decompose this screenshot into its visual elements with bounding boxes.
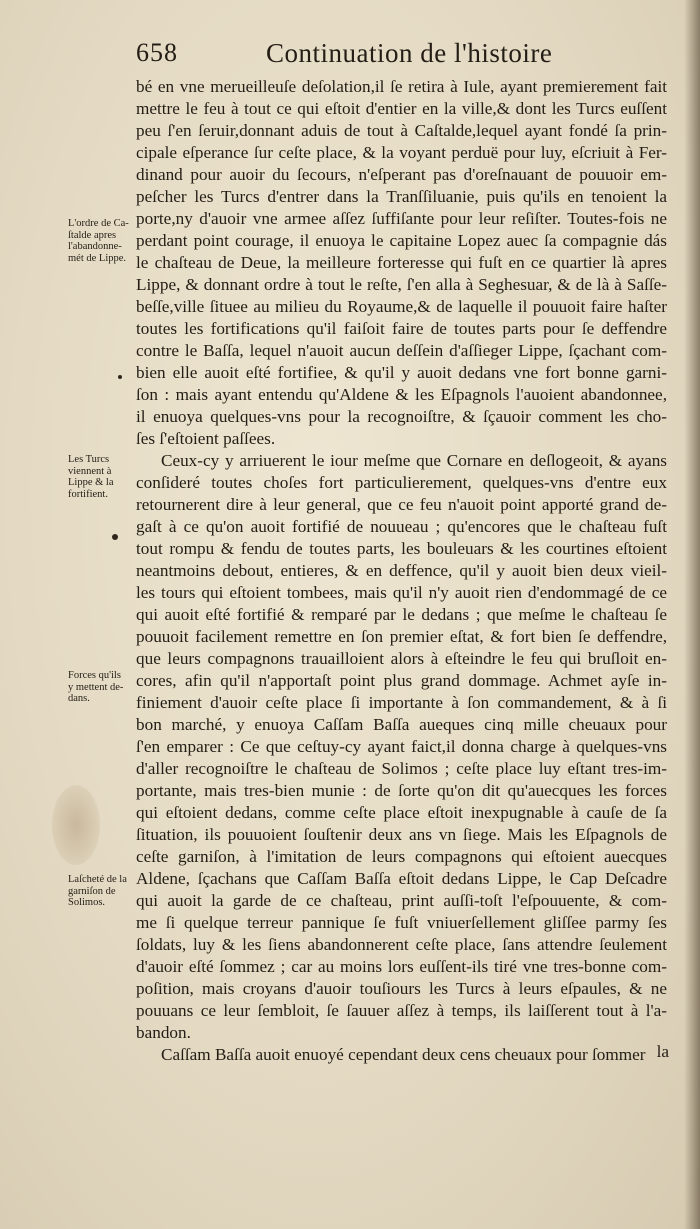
text-line: d'aller recognoiſtre le chaſteau de Solimos ; ceſte place luy eſtant tres-im-	[136, 759, 667, 778]
text-line: ſituation, ils pouuoient ſouſtenir deux ans vn ſiege. Mais les Eſpagnols de	[136, 825, 667, 844]
text-line: pouuoit facilement remettre en ſon premier eſtat, & fort bien ſe deffendre,	[136, 627, 667, 646]
text-line: Caſſam Baſſa auoit enuoyé cependant deux cens cheuaux pour ſommer	[161, 1045, 646, 1064]
page-number: 658	[136, 38, 178, 67]
text-line: les tours qui eſtoient tombees, mais qu'il n'y auoit rien d'endommagé de ce	[136, 583, 667, 602]
margin-note-line: Forces qu'ils	[68, 670, 121, 681]
text-line: cores, afin qu'il n'apportaſt point plus grand dommage. Achmet ayſe in-	[136, 671, 667, 690]
text-line: toutes les fortifications qu'il faiſoit faire de toutes parts pour ſe deffendre	[136, 319, 667, 338]
text-line: poſition, mais croyans d'auoir touſiours les Turcs à leurs eſpaules, & ne	[136, 979, 667, 998]
text-line: portante, mais tres-bien munie : de ſorte qu'on dit qu'auecques les forces	[136, 781, 667, 800]
margin-note	[68, 218, 138, 264]
text-line: ſoldats, luy & les ſiens abandonnerent ceſte place, ſans attendre ſeulement	[136, 935, 667, 954]
margin-note	[68, 454, 138, 500]
margin-note-line: fortifient.	[68, 488, 108, 500]
text-line: qui auoit la garde de ce chaſteau, print auſſi-toſt l'eſpouuente, & com-	[136, 891, 667, 910]
margin-note-line: Laſcheté de la	[68, 874, 127, 885]
text-line: ſon : mais ayant entendu qu'Aldene & les Eſpagnols l'auoient abandonnee,	[136, 385, 667, 404]
margin-note-line: mét de Lippe.	[68, 252, 127, 264]
text-line: mettre le feu à tout ce qui eſtoit d'entier en la ville,& dont les Turcs euſſent	[136, 99, 667, 118]
margin-note-line: y mettent de-	[68, 681, 124, 693]
text-line: qui auoit eſté fortifié & remparé par le dedans ; que meſme le chaſteau ſe	[136, 605, 667, 624]
text-line: conſideré toutes choſes fort particulierement, quelques-vns d'entre eux	[136, 473, 667, 492]
text-line: peſcher les Turcs d'entrer dans la Tranſſiluanie, puis qu'ils en tenoient la	[136, 187, 667, 206]
text-line: tout rompu & fendu de toutes parts, les bouleuars & les courtines eſtoient	[136, 539, 667, 558]
text-line: contre le Baſſa, lequel n'auoit aucun deſſein d'aſſieger Lippe, ſçachant com-	[136, 341, 667, 360]
ink-speck	[118, 375, 122, 379]
text-line: ceſte garniſon, à l'imitation de leurs compagnons qui eſtoient auecques	[136, 847, 667, 866]
text-line: Ceux-cy y arriuerent le iour meſme que Cornare en deſlogeoit, & ayans	[161, 451, 667, 470]
running-title: Continuation de l'histoire	[266, 38, 553, 68]
text-line: ſ'en emparer : Ce que ceſtuy-cy ayant faict,il donna charge à quelques-vns	[136, 737, 667, 756]
text-line: cipale eſperance ſur ceſte place, & la voyant perduë pour luy, eſcriuit à Fer-	[136, 143, 667, 162]
margin-note-line: l'abandonne-	[68, 241, 122, 252]
text-line: le chaſteau de Deue, la meilleure forteresse qui fuſt en ce quartier là apres	[136, 253, 667, 272]
text-line: finiement d'auoir ceſte place ſi importante à ſon commandement, & à ſi	[136, 693, 667, 712]
text-line: que leurs compagnons trauailloient alors à eſteindre le feu qui bruſloit en-	[136, 649, 667, 668]
margin-note-line: L'ordre de Ca-	[68, 218, 129, 229]
text-line: gaſt à ce qu'on auoit fortifié de nouueau ; qu'encores que le chaſteau fuſt	[136, 517, 667, 536]
text-line: bé en vne merueilleuſe deſolation,il ſe retira à Iule, ayant premierement fait	[136, 77, 667, 96]
ink-speck	[112, 534, 118, 540]
text-line: retournerent dire à leur general, que ce feu n'auoit point apporté grand de-	[136, 495, 667, 514]
text-line: dinand pour auoir du ſecours, n'eſperant pas d'oreſnauant de pouuoir em-	[136, 165, 667, 184]
margin-note	[68, 670, 138, 705]
text-line: neantmoins debout, entieres, & en deffence, qu'il y auoit bien deux vieil-	[136, 561, 667, 580]
text-line: pouuans ce leur ſembloit, ſe ſauuer aſſez à temps, ils laiſſerent tout à l'a-	[136, 1001, 667, 1020]
text-line: Aldene, ſçachans que Caſſam Baſſa eſtoit dedans Lippe, le Cap Deſcadre	[136, 869, 667, 888]
text-line: bon marché, y enuoya Caſſam Baſſa aueques cinq mille cheuaux pour	[136, 715, 667, 734]
margin-note	[68, 874, 138, 909]
text-line: porte,ny d'auoir vne armee aſſez ſuffiſante pour leur reſiſter. Toutes-fois ne	[136, 209, 667, 228]
text-line: d'auoir eſté ſommez ; car au moins lors euſſent-ils tiré vne tres-bonne com-	[136, 957, 667, 976]
margin-note-line: viennent à	[68, 465, 112, 477]
margin-note-line: Lippe & la	[68, 477, 114, 488]
margin-note-line: ſtalde apres	[68, 229, 117, 241]
margin-note-line: dans.	[68, 693, 90, 704]
page-header	[136, 38, 666, 74]
text-line: perdant point courage, il enuoya le capitaine Lopez auec ſa compagnie dás	[136, 231, 667, 250]
text-line: bandon.	[136, 1023, 191, 1042]
paper-stain	[52, 785, 100, 865]
margin-note-line: Solimos.	[68, 897, 106, 908]
text-line: bien elle auoit eſté fortifiee, & qu'il y auoit dedans vne fort bonne garni-	[136, 363, 667, 382]
text-line: il enuoya quelques-vns pour la recognoiſtre, & ſçauoir comment les cho-	[136, 407, 667, 426]
text-line: beſſe,ville ſituee au milieu du Royaume,& de laquelle il pouuoit faire haſter	[136, 297, 667, 316]
margin-note-line: garniſon de	[68, 885, 116, 897]
margin-note-line: Les Turcs	[68, 454, 110, 465]
text-line: peu ſ'en ſeruir,donnant aduis de tout à Caſtalde,lequel ayant fondé ſa prin-	[136, 121, 667, 140]
text-line: ſes ſ'eſtoient paſſees.	[136, 429, 276, 448]
text-line: Lippe, & donnant ordre à tout le reſte, ſ'en alla à Seghesuar, & de là à Saſſe-	[136, 275, 667, 294]
text-line: qui eſtoient dedans, comme ceſte place eſtoit inexpugnable à cauſe de ſa	[136, 803, 667, 822]
catchword: la	[656, 1042, 669, 1061]
page-spine-shadow	[684, 0, 700, 1229]
text-line: me ſi quelque terreur pannique ſe fuſt vniuerſellement gliſſee parmy ſes	[136, 913, 667, 932]
